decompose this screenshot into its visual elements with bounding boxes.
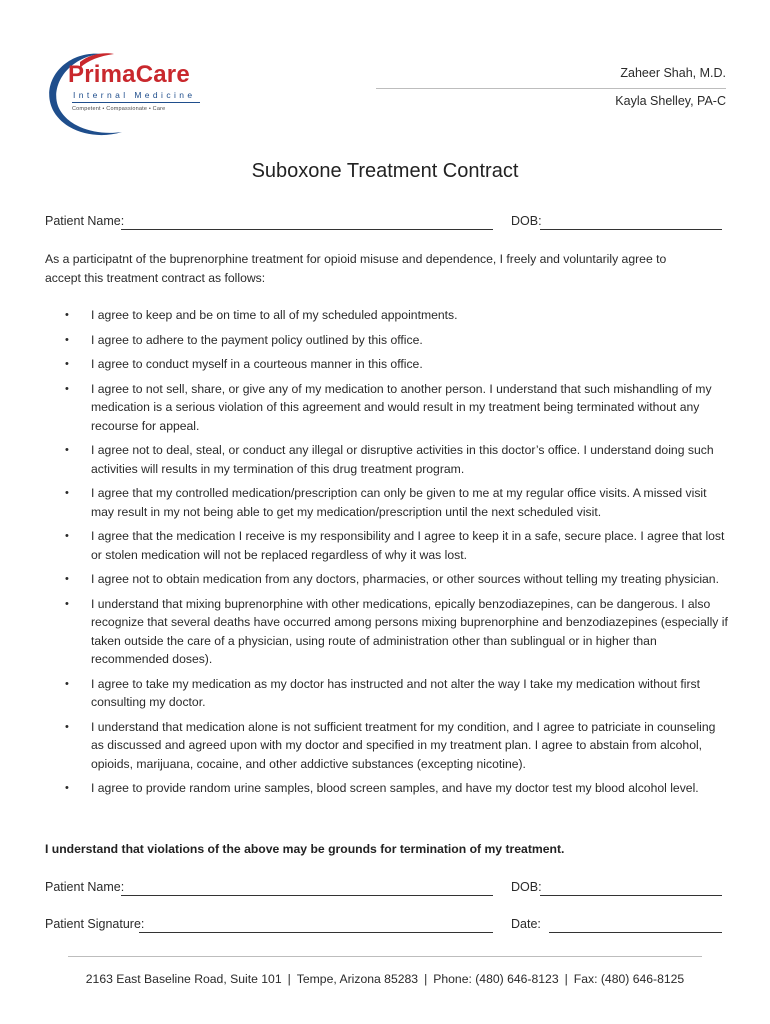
provider-name-2: Kayla Shelley, PA-C <box>615 94 726 108</box>
agreement-item <box>45 331 729 350</box>
primacare-logo <box>44 50 214 146</box>
bottom-name-row <box>45 880 722 898</box>
bullet-icon: • <box>65 530 69 542</box>
agreement-text: I agree not to obtain medication from any doctors, pharmacies, or other sources without telling my treating physician. <box>91 572 719 586</box>
agreement-text: I agree that the medication I receive is my responsibility and I agree to keep it in a safe, secure place. I agree that lost or stolen medication will not be replaced regardless of why it was lost. <box>91 529 725 562</box>
provider-name-1: Zaheer Shah, M.D. <box>620 66 726 80</box>
bullet-icon: • <box>65 333 69 346</box>
dob-field[interactable] <box>540 229 722 230</box>
bullet-icon: • <box>65 309 69 321</box>
agreement-item <box>45 441 729 478</box>
footer-address: 2163 East Baseline Road, Suite 101 <box>85 972 282 986</box>
logo-divider <box>72 102 200 103</box>
agreement-item <box>45 380 729 436</box>
agreement-item <box>45 306 729 325</box>
agreement-item <box>45 779 729 798</box>
agreement-text: I agree to conduct myself in a courteous manner in this office. <box>91 357 423 371</box>
bullet-icon: • <box>65 487 69 499</box>
logo-tagline: Competent • Compassionate • Care <box>72 106 166 112</box>
agreement-item <box>45 570 729 589</box>
agreement-item <box>45 355 729 374</box>
agreement-item <box>45 675 729 712</box>
bottom-patient-name-field[interactable] <box>121 895 493 896</box>
signature-row <box>45 917 722 935</box>
date-field[interactable] <box>549 932 722 933</box>
bullet-icon: • <box>65 597 69 610</box>
agreement-text: I agree to not sell, share, or give any of my medication to another person. I understand that such mishandling of my medication is a serious violation of this agreement and would result in my treatment being terminated without any recourse for appeal. <box>91 381 712 433</box>
bullet-icon: • <box>65 720 69 733</box>
document-title: Suboxone Treatment Contract <box>251 160 519 182</box>
top-field-row <box>45 214 722 232</box>
signature-label: Patient Signature: <box>45 917 145 931</box>
footer-separator: | <box>564 972 568 986</box>
agreement-item <box>45 595 729 669</box>
agreement-text: I agree to keep and be on time to all of my scheduled appointments. <box>91 308 458 322</box>
footer-phone: Phone: (480) 646-8123 <box>433 972 559 986</box>
agreement-item <box>45 484 729 521</box>
bullet-icon: • <box>65 782 69 794</box>
dob-label: DOB: <box>511 214 542 228</box>
agreement-text: I agree not to deal, steal, or conduct any illegal or disruptive activities in this doctor’s office. I understand doing such activities will results in my termination of this drug treatment program. <box>91 443 714 476</box>
bullet-icon: • <box>65 444 69 456</box>
bottom-patient-name-label: Patient Name: <box>45 880 125 894</box>
agreement-text: I understand that mixing buprenorphine with other medications, epically benzodiazepines, can be dangerous. I also recognize that several deaths have occurred among persons mixing buprenorphine and benzodiazepines (especially if taken outside the care of a physician, using route of administration other than sublingual or in higher than recommended doses). <box>91 596 728 666</box>
intro-paragraph: As a participatnt of the buprenorphine treatment for opioid misuse and dependence, I freely and voluntarily agree to accept this treatment contract as follows: <box>45 252 667 285</box>
footer-fax: Fax: (480) 646-8125 <box>573 972 685 986</box>
logo-name: PrimaCare <box>68 61 190 88</box>
agreement-text: I agree to take my medication as my doctor has instructed and not alter the way I take my medication without first consulting my doctor. <box>91 676 700 709</box>
footer-separator: | <box>287 972 291 986</box>
agreement-text: I agree to adhere to the payment policy outlined by this office. <box>91 332 423 347</box>
bullet-icon: • <box>65 677 69 690</box>
bottom-dob-field[interactable] <box>540 895 722 896</box>
patient-name-field[interactable] <box>121 229 493 230</box>
agreement-item <box>45 527 729 564</box>
agreement-list <box>45 306 729 804</box>
provider-primary <box>620 66 726 80</box>
footer-city: Tempe, Arizona 85283 <box>296 972 419 986</box>
violation-statement: I understand that violations of the above may be grounds for termination of my treatment. <box>45 842 565 856</box>
footer-contact <box>0 972 770 986</box>
bullet-icon: • <box>65 382 69 395</box>
logo-subtitle: Internal Medicine <box>73 90 196 100</box>
bullet-icon: • <box>65 358 69 370</box>
footer-divider <box>68 956 702 957</box>
patient-name-label: Patient Name: <box>45 214 125 228</box>
agreement-text: I agree that my controlled medication/prescription can only be given to me at my regular office visits. A missed visit may result in my not being able to get my medication/prescription until the next scheduled visit. <box>91 486 707 519</box>
bottom-dob-label: DOB: <box>511 880 542 894</box>
header-divider <box>376 88 726 89</box>
agreement-text: I agree to provide random urine samples, blood screen samples, and have my doctor test my blood alcohol level. <box>91 781 699 795</box>
agreement-text: I understand that medication alone is not sufficient treatment for my condition, and I agree to patriciate in counseling as discussed and agreed upon with my doctor and specified in my treatment plan. I agree to abstain from alcohol, opioids, marijuana, cocaine, and other addictive substances (excepting nicotine). <box>91 719 716 771</box>
signature-field[interactable] <box>139 932 493 933</box>
agreement-item <box>45 718 729 774</box>
date-label: Date: <box>511 917 541 931</box>
footer-separator: | <box>424 972 428 986</box>
bullet-icon: • <box>65 573 69 585</box>
